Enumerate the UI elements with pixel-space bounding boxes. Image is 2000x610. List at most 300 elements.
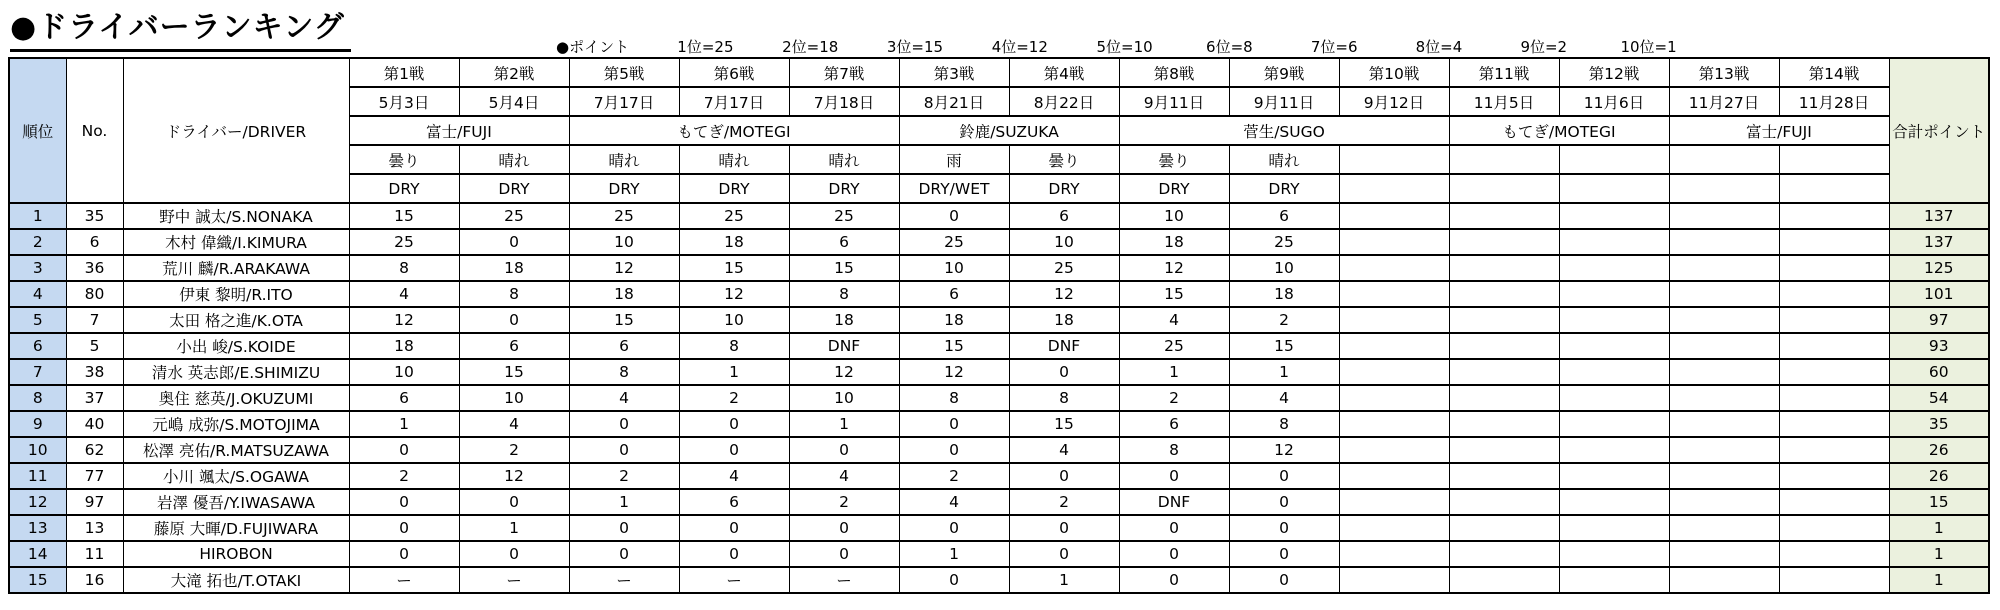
car-number-cell: 38	[66, 359, 123, 385]
driver-name-cell: 藤原 大暉/D.FUJIWARA	[123, 515, 349, 541]
rank-cell: 1	[9, 203, 66, 229]
race-round-header: 第8戦	[1119, 58, 1229, 87]
points-cell: 2	[569, 463, 679, 489]
car-number-cell: 16	[66, 567, 123, 593]
points-legend-items	[653, 36, 1701, 57]
car-number-cell: 35	[66, 203, 123, 229]
points-cell: 0	[1229, 489, 1339, 515]
points-cell: 15	[679, 255, 789, 281]
points-cell	[1449, 359, 1559, 385]
points-cell: 25	[459, 203, 569, 229]
points-cell: 18	[1009, 307, 1119, 333]
points-legend-item: 3位=15	[886, 38, 944, 56]
points-cell: 6	[1229, 203, 1339, 229]
points-cell: 0	[1229, 541, 1339, 567]
weather-header: 晴れ	[1229, 145, 1339, 174]
points-cell: 0	[789, 515, 899, 541]
race-date-header: 7月17日	[679, 87, 789, 116]
points-legend-item: 6位=8	[1206, 38, 1253, 56]
points-cell	[1559, 489, 1669, 515]
race-date-header: 8月22日	[1009, 87, 1119, 116]
points-cell	[1779, 567, 1889, 593]
car-number-cell: 62	[66, 437, 123, 463]
points-cell: 1	[349, 411, 459, 437]
venue-header: 富士/FUJI	[349, 116, 569, 145]
rank-cell: 4	[9, 281, 66, 307]
points-cell: 2	[459, 437, 569, 463]
points-cell: 0	[899, 203, 1009, 229]
race-date-header: 9月12日	[1339, 87, 1449, 116]
points-cell: 0	[349, 541, 459, 567]
points-cell: ー	[349, 567, 459, 593]
points-cell: 0	[679, 437, 789, 463]
rank-cell: 9	[9, 411, 66, 437]
points-cell: 0	[679, 541, 789, 567]
points-cell	[1339, 333, 1449, 359]
points-cell: 0	[1009, 515, 1119, 541]
total-points-cell: 26	[1889, 437, 1989, 463]
rank-cell: 10	[9, 437, 66, 463]
points-cell	[1779, 203, 1889, 229]
points-cell	[1449, 333, 1559, 359]
points-cell	[1559, 463, 1669, 489]
venue-header: 富士/FUJI	[1669, 116, 1889, 145]
driver-row	[9, 255, 1989, 281]
points-legend-item: 9位=2	[1520, 38, 1568, 56]
points-cell: 8	[1119, 437, 1229, 463]
points-cell: 15	[459, 359, 569, 385]
car-number-cell: 40	[66, 411, 123, 437]
total-points-header: 合計ポイント	[1889, 58, 1989, 203]
race-round-header: 第6戦	[679, 58, 789, 87]
points-cell: 15	[1119, 281, 1229, 307]
points-cell: 12	[1119, 255, 1229, 281]
points-legend	[556, 36, 1701, 57]
points-cell: 18	[789, 307, 899, 333]
points-cell	[1559, 229, 1669, 255]
points-cell: ー	[569, 567, 679, 593]
points-cell: 18	[569, 281, 679, 307]
weather-header	[1559, 145, 1669, 174]
points-cell: 0	[349, 515, 459, 541]
points-cell	[1449, 411, 1559, 437]
race-round-header: 第13戦	[1669, 58, 1779, 87]
weather-header: 雨	[899, 145, 1009, 174]
points-cell: 12	[1229, 437, 1339, 463]
track-condition-header: DRY	[349, 174, 459, 203]
car-number-cell: 11	[66, 541, 123, 567]
points-cell: 0	[1009, 541, 1119, 567]
points-cell: 0	[349, 489, 459, 515]
race-round-header: 第11戦	[1449, 58, 1559, 87]
points-cell: 25	[679, 203, 789, 229]
points-cell: 1	[789, 411, 899, 437]
driver-name-cell: 奥住 慈英/J.OKUZUMI	[123, 385, 349, 411]
points-cell: ー	[789, 567, 899, 593]
points-cell: 10	[1119, 203, 1229, 229]
car-number-cell: 36	[66, 255, 123, 281]
points-cell	[1559, 359, 1669, 385]
driver-row	[9, 541, 1989, 567]
points-cell: 4	[899, 489, 1009, 515]
points-cell: 10	[789, 385, 899, 411]
points-cell: 4	[569, 385, 679, 411]
race-round-header: 第12戦	[1559, 58, 1669, 87]
points-cell: 8	[349, 255, 459, 281]
points-cell: DNF	[789, 333, 899, 359]
rank-column-header: 順位	[9, 58, 66, 203]
race-round-header: 第10戦	[1339, 58, 1449, 87]
points-cell	[1559, 411, 1669, 437]
points-cell	[1559, 567, 1669, 593]
points-cell: 0	[459, 489, 569, 515]
total-points-cell: 26	[1889, 463, 1989, 489]
driver-name-cell: HIROBON	[123, 541, 349, 567]
points-legend-item: 1位=25	[677, 38, 734, 56]
points-cell	[1339, 307, 1449, 333]
points-cell: 0	[1119, 567, 1229, 593]
race-round-header: 第3戦	[899, 58, 1009, 87]
points-cell: DNF	[1119, 489, 1229, 515]
points-cell: 1	[569, 489, 679, 515]
driver-row	[9, 489, 1989, 515]
points-cell: DNF	[1009, 333, 1119, 359]
points-cell: 18	[899, 307, 1009, 333]
ranking-table	[8, 57, 1990, 594]
weather-header	[1779, 145, 1889, 174]
driver-row	[9, 307, 1989, 333]
points-cell: 12	[569, 255, 679, 281]
venue-header: 鈴鹿/SUZUKA	[899, 116, 1119, 145]
total-points-cell: 15	[1889, 489, 1989, 515]
race-date-header: 7月18日	[789, 87, 899, 116]
points-cell	[1559, 333, 1669, 359]
race-round-header: 第4戦	[1009, 58, 1119, 87]
points-cell: 0	[1009, 463, 1119, 489]
race-date-header: 11月5日	[1449, 87, 1559, 116]
points-cell: 6	[349, 385, 459, 411]
driver-name-cell: 小出 峻/S.KOIDE	[123, 333, 349, 359]
race-date-header: 5月3日	[349, 87, 459, 116]
points-cell	[1449, 515, 1559, 541]
car-number-cell: 7	[66, 307, 123, 333]
weather-header: 晴れ	[459, 145, 569, 174]
points-cell	[1449, 567, 1559, 593]
rank-cell: 8	[9, 385, 66, 411]
points-cell: 0	[899, 437, 1009, 463]
points-cell	[1779, 359, 1889, 385]
weather-header: 曇り	[1009, 145, 1119, 174]
track-condition-header: DRY	[459, 174, 569, 203]
total-points-cell: 1	[1889, 515, 1989, 541]
points-cell: 0	[459, 229, 569, 255]
weather-header	[1669, 145, 1779, 174]
points-legend-item: 10位=1	[1620, 38, 1677, 56]
race-date-header: 5月4日	[459, 87, 569, 116]
points-cell	[1339, 567, 1449, 593]
points-cell	[1669, 411, 1779, 437]
points-cell: 0	[569, 437, 679, 463]
points-cell	[1779, 255, 1889, 281]
points-cell: 15	[899, 333, 1009, 359]
total-points-cell: 137	[1889, 229, 1989, 255]
venue-header: 菅生/SUGO	[1119, 116, 1449, 145]
car-number-cell: 5	[66, 333, 123, 359]
points-cell	[1779, 541, 1889, 567]
driver-name-cell: 荒川 麟/R.ARAKAWA	[123, 255, 349, 281]
points-cell: 1	[459, 515, 569, 541]
points-cell: 1	[1119, 359, 1229, 385]
points-cell	[1779, 333, 1889, 359]
points-cell	[1779, 437, 1889, 463]
points-cell	[1779, 515, 1889, 541]
points-cell	[1339, 489, 1449, 515]
rank-cell: 6	[9, 333, 66, 359]
weather-header: 曇り	[349, 145, 459, 174]
points-cell: 4	[789, 463, 899, 489]
points-cell: ー	[679, 567, 789, 593]
points-cell	[1779, 307, 1889, 333]
points-cell: 25	[1229, 229, 1339, 255]
driver-row	[9, 567, 1989, 593]
rank-cell: 11	[9, 463, 66, 489]
points-cell	[1559, 541, 1669, 567]
venue-header: もてぎ/MOTEGI	[1449, 116, 1669, 145]
track-condition-header: DRY	[1119, 174, 1229, 203]
points-cell: 0	[1229, 567, 1339, 593]
points-cell	[1779, 489, 1889, 515]
rank-cell: 3	[9, 255, 66, 281]
car-number-cell: 13	[66, 515, 123, 541]
race-date-header: 9月11日	[1229, 87, 1339, 116]
points-cell	[1339, 437, 1449, 463]
points-legend-item: 7位=6	[1310, 38, 1358, 56]
race-date-header: 8月21日	[899, 87, 1009, 116]
car-number-cell: 80	[66, 281, 123, 307]
points-cell: 0	[1119, 541, 1229, 567]
points-cell: 1	[1229, 359, 1339, 385]
weather-header: 曇り	[1119, 145, 1229, 174]
total-points-cell: 35	[1889, 411, 1989, 437]
rank-cell: 15	[9, 567, 66, 593]
points-cell: 8	[679, 333, 789, 359]
points-cell	[1779, 385, 1889, 411]
points-cell: 15	[789, 255, 899, 281]
points-cell: 2	[679, 385, 789, 411]
track-condition-header: DRY	[569, 174, 679, 203]
points-cell: 0	[679, 515, 789, 541]
points-cell: 1	[899, 541, 1009, 567]
points-cell: 0	[679, 411, 789, 437]
points-cell: 0	[569, 411, 679, 437]
points-cell: 0	[789, 437, 899, 463]
driver-name-cell: 小川 颯太/S.OGAWA	[123, 463, 349, 489]
points-cell: 4	[459, 411, 569, 437]
points-cell	[1669, 333, 1779, 359]
points-cell: 1	[1009, 567, 1119, 593]
points-cell: 12	[679, 281, 789, 307]
points-cell: 6	[679, 489, 789, 515]
points-cell	[1339, 385, 1449, 411]
car-number-cell: 37	[66, 385, 123, 411]
venue-header: もてぎ/MOTEGI	[569, 116, 899, 145]
points-cell	[1669, 463, 1779, 489]
points-cell: 2	[899, 463, 1009, 489]
race-round-header: 第1戦	[349, 58, 459, 87]
points-cell: 18	[459, 255, 569, 281]
points-cell: 0	[459, 541, 569, 567]
driver-name-cell: 清水 英志郎/E.SHIMIZU	[123, 359, 349, 385]
points-cell	[1559, 437, 1669, 463]
points-cell	[1559, 203, 1669, 229]
driver-name-cell: 太田 格之進/K.OTA	[123, 307, 349, 333]
points-cell: 6	[899, 281, 1009, 307]
race-date-header: 7月17日	[569, 87, 679, 116]
points-cell	[1339, 229, 1449, 255]
points-cell: 6	[569, 333, 679, 359]
total-points-cell: 97	[1889, 307, 1989, 333]
points-cell: 6	[1009, 203, 1119, 229]
points-cell: 18	[349, 333, 459, 359]
points-cell: 12	[349, 307, 459, 333]
points-cell	[1669, 359, 1779, 385]
points-cell: 15	[1229, 333, 1339, 359]
points-cell: 0	[899, 411, 1009, 437]
points-cell: 10	[349, 359, 459, 385]
race-date-header: 11月27日	[1669, 87, 1779, 116]
points-cell	[1339, 463, 1449, 489]
points-cell: 0	[1009, 359, 1119, 385]
track-condition-header: DRY	[1009, 174, 1119, 203]
points-cell	[1779, 411, 1889, 437]
driver-row	[9, 411, 1989, 437]
points-cell: 10	[899, 255, 1009, 281]
driver-name-cell: 伊東 黎明/R.ITO	[123, 281, 349, 307]
driver-column-header: ドライバー/DRIVER	[123, 58, 349, 203]
track-condition-header	[1669, 174, 1779, 203]
driver-row	[9, 359, 1989, 385]
points-cell	[1339, 203, 1449, 229]
rank-cell: 7	[9, 359, 66, 385]
car-number-cell: 6	[66, 229, 123, 255]
total-points-cell: 1	[1889, 567, 1989, 593]
points-cell: 12	[789, 359, 899, 385]
points-cell: 10	[679, 307, 789, 333]
rank-cell: 13	[9, 515, 66, 541]
points-cell: 18	[679, 229, 789, 255]
points-cell	[1559, 385, 1669, 411]
points-cell	[1559, 515, 1669, 541]
points-cell	[1669, 489, 1779, 515]
points-cell: 0	[1229, 515, 1339, 541]
points-cell	[1669, 229, 1779, 255]
points-cell	[1669, 281, 1779, 307]
driver-row	[9, 437, 1989, 463]
race-date-header: 11月6日	[1559, 87, 1669, 116]
rank-cell: 5	[9, 307, 66, 333]
points-cell	[1669, 541, 1779, 567]
driver-row	[9, 203, 1989, 229]
points-cell: 12	[1009, 281, 1119, 307]
points-cell: 10	[1009, 229, 1119, 255]
points-cell: 6	[1119, 411, 1229, 437]
driver-name-cell: 大滝 拓也/T.OTAKI	[123, 567, 349, 593]
page-title: ●ドライバーランキング	[10, 2, 351, 52]
points-cell: 1	[679, 359, 789, 385]
points-cell: 2	[789, 489, 899, 515]
points-cell: 8	[1229, 411, 1339, 437]
points-cell: 25	[789, 203, 899, 229]
points-cell	[1449, 541, 1559, 567]
car-number-cell: 97	[66, 489, 123, 515]
points-cell: 4	[679, 463, 789, 489]
track-condition-header	[1779, 174, 1889, 203]
points-cell: 15	[569, 307, 679, 333]
points-cell: 8	[1009, 385, 1119, 411]
points-cell: 6	[789, 229, 899, 255]
total-points-cell: 125	[1889, 255, 1989, 281]
points-legend-label: ●ポイント	[556, 38, 630, 56]
weather-header	[1449, 145, 1559, 174]
points-cell: 10	[1229, 255, 1339, 281]
points-cell: 0	[569, 541, 679, 567]
track-condition-header: DRY/WET	[899, 174, 1009, 203]
points-legend-item: 5位=10	[1096, 38, 1153, 56]
points-cell: 15	[1009, 411, 1119, 437]
points-legend-item: 8位=4	[1415, 38, 1463, 56]
points-cell: 0	[1119, 515, 1229, 541]
points-cell: 12	[459, 463, 569, 489]
track-condition-header	[1339, 174, 1449, 203]
points-cell: 18	[1119, 229, 1229, 255]
points-cell	[1779, 229, 1889, 255]
points-cell: 4	[1119, 307, 1229, 333]
driver-row	[9, 281, 1989, 307]
points-cell	[1559, 307, 1669, 333]
track-condition-header	[1449, 174, 1559, 203]
driver-name-cell: 岩澤 優吾/Y.IWASAWA	[123, 489, 349, 515]
points-cell: 0	[1119, 463, 1229, 489]
total-points-cell: 60	[1889, 359, 1989, 385]
race-round-header: 第7戦	[789, 58, 899, 87]
points-cell	[1669, 515, 1779, 541]
driver-name-cell: 松澤 亮佑/R.MATSUZAWA	[123, 437, 349, 463]
points-cell	[1339, 281, 1449, 307]
points-cell: 0	[789, 541, 899, 567]
driver-name-cell: 元嶋 成弥/S.MOTOJIMA	[123, 411, 349, 437]
total-points-cell: 137	[1889, 203, 1989, 229]
points-cell: 25	[899, 229, 1009, 255]
total-points-cell: 54	[1889, 385, 1989, 411]
points-cell: 4	[349, 281, 459, 307]
points-legend-item: 2位=18	[782, 38, 839, 56]
points-cell	[1449, 229, 1559, 255]
driver-name-cell: 野中 誠太/S.NONAKA	[123, 203, 349, 229]
driver-name-cell: 木村 偉織/I.KIMURA	[123, 229, 349, 255]
points-cell: 0	[459, 307, 569, 333]
points-cell: ー	[459, 567, 569, 593]
points-cell: 25	[1119, 333, 1229, 359]
points-cell	[1669, 255, 1779, 281]
points-cell	[1339, 515, 1449, 541]
points-cell	[1779, 281, 1889, 307]
points-cell	[1449, 203, 1559, 229]
points-cell: 2	[349, 463, 459, 489]
weather-header: 晴れ	[679, 145, 789, 174]
points-cell	[1669, 307, 1779, 333]
points-cell	[1669, 437, 1779, 463]
points-cell: 2	[1119, 385, 1229, 411]
